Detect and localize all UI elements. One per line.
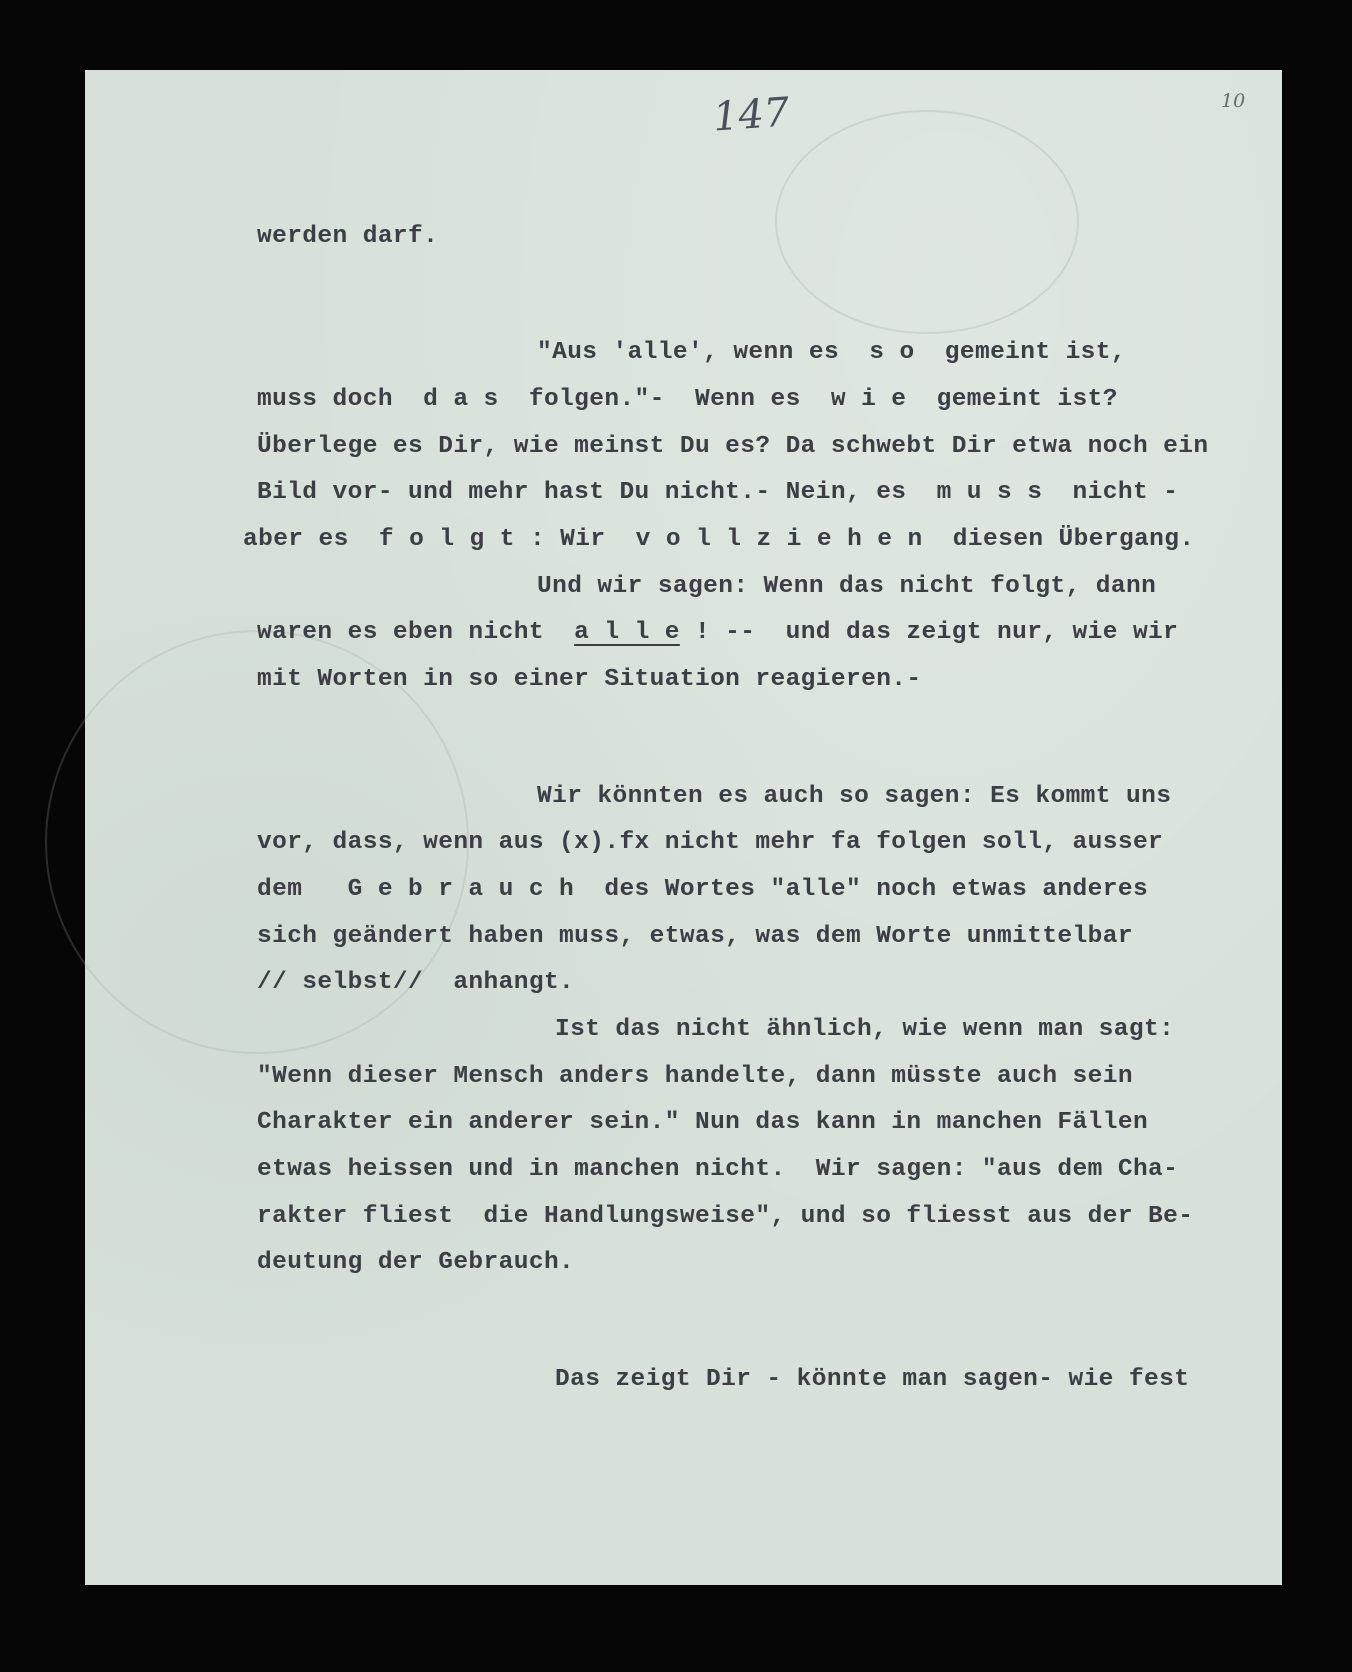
text-line: muss doch d a s folgen."- Wenn es w i e gemeint ist? [257, 386, 1118, 413]
text-line: "Aus 'alle', wenn es s o gemeint ist, [537, 339, 1126, 366]
text-line: Das zeigt Dir - könnte man sagen- wie fest [555, 1366, 1190, 1393]
text-line: Und wir sagen: Wenn das nicht folgt, dann [537, 573, 1157, 600]
text-line: werden darf. [257, 223, 439, 250]
text-line: Ist das nicht ähnlich, wie wenn man sagt: [555, 1016, 1175, 1043]
text-line: Bild vor- und mehr hast Du nicht.- Nein, es m u s s nicht - [257, 479, 1179, 506]
handwritten-folio-number: 147 [711, 89, 791, 141]
text-line: rakter fliest die Handlungsweise", und so fliesst aus der Be- [257, 1203, 1194, 1230]
text-line: dem G e b r a u c h des Wortes "alle" noch etwas anderes [257, 876, 1149, 903]
text-line: Wir könnten es auch so sagen: Es kommt uns [537, 783, 1172, 810]
text-line: Überlege es Dir, wie meinst Du es? Da schwebt Dir etwa noch ein [257, 433, 1209, 460]
text-line: sich geändert haben muss, etwas, was dem Worte unmittelbar [257, 923, 1133, 950]
typescript-page [85, 70, 1282, 1585]
text-line: // selbst// anhangt. [257, 969, 575, 996]
text-line: "Wenn dieser Mensch anders handelte, dann müsste auch sein [257, 1063, 1133, 1090]
underlined-word: a l l e [574, 619, 680, 646]
text-segment: ! -- und das zeigt nur, wie wir [679, 619, 1179, 646]
handwritten-page-number: 10 [1221, 90, 1246, 112]
text-line: vor, dass, wenn aus (x).fx nicht mehr fa folgen soll, ausser [257, 829, 1164, 856]
text-line: etwas heissen und in manchen nicht. Wir sagen: "aus dem Cha- [257, 1156, 1179, 1183]
text-line [85, 618, 1282, 648]
text-line: Charakter ein anderer sein." Nun das kann in manchen Fällen [257, 1109, 1149, 1136]
text-line: aber es f o l g t : Wir v o l l z i e h e n diesen Übergang. [243, 526, 1195, 553]
text-line: mit Worten in so einer Situation reagieren.- [257, 666, 922, 693]
text-segment: waren es eben nicht [257, 619, 575, 646]
text-line: deutung der Gebrauch. [257, 1249, 575, 1276]
